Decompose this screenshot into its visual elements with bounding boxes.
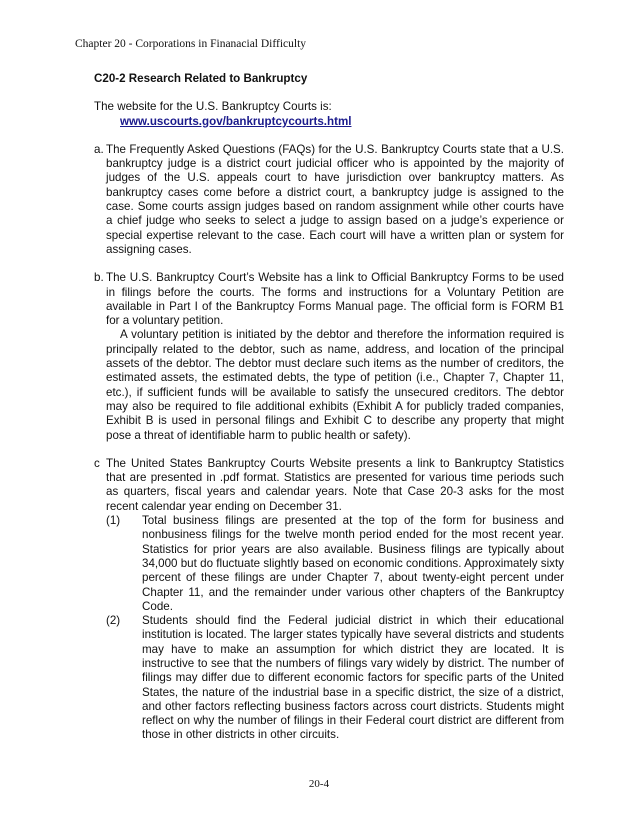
main-content (94, 72, 564, 757)
item-b-paragraph-2: A voluntary petition is initiated by the debtor and therefore the information required is principally related to the debtor, such as name, address, and location of the principal assets of the debtor. The debtor must declare such items as the number of creditors, the estimated assets, the estimated debts, the type of petition (i.e., Chapter 7, Chapter 11, etc.), if sufficient funds will be available to satisfy the unsecured creditors. The debtor may also be required to file additional exhibits (Exhibit A for publicly traded companies, Exhibit B is used in personal filings and Exhibit C to describe any property that might pose a threat of identifiable harm to public health or safety). (106, 328, 564, 442)
section-title: C20-2 Research Related to Bankruptcy (94, 72, 308, 85)
item-a-text: The Frequently Asked Questions (FAQs) for the U.S. Bankruptcy Courts state that a U.S. bankruptcy judge is a district court judicial officer who is appointed by the majority of judges of the U.S. appeals court to have jurisdiction over bankruptcy matters. As bankruptcy cases come before a district court, a bankruptcy judge is assigned to the case. Some courts assign judges based on random assignment while other courts have a chief judge who seeks to select a judge to assign based on a judge’s experience or special expertise relevant to the case. Each court will have a written plan or system for assigning cases. (106, 142, 564, 256)
item-b-label: b. (94, 271, 104, 285)
sub-item-2 (106, 614, 564, 743)
sub-item-1 (106, 514, 564, 614)
sub-item-2-label: (2) (106, 614, 121, 628)
bankruptcy-courts-link[interactable]: www.uscourts.gov/bankruptcycourts.html (120, 114, 352, 128)
intro-text: The website for the U.S. Bankruptcy Courts is: (94, 100, 332, 114)
item-a-label: a. (94, 142, 104, 156)
item-c-text: The United States Bankruptcy Courts Website presents a link to Bankruptcy Statistics that are presented in .pdf format. Statistics are presented for various time periods such as quarters, fiscal years and calendar years. Note that Case 20-3 asks for the most recent calendar year ending on December 31. (106, 456, 564, 513)
sub-item-2-text: Students should find the Federal judicial district in which their educational institution is located. The larger states typically have several districts and students may have to make an assumption for which district they are located. It is instructive to see that the numbers of filings vary widely by district. The number of filings may differ due to different economic factors for specific parts of the United States, the nature of the industrial base in a specific district, the size of a district, and other factors reflecting business factors across court districts. Students might reflect on why the number of filings in their Federal court district are different from those in other districts in other circuits. (142, 614, 564, 742)
page-number: 20-4 (308, 778, 330, 790)
sub-item-1-text: Total business filings are presented at the top of the form for business and nonbusiness filings for the twelve month period ended for the most recent year. Statistics for prior years are also available. Business filings are typically about 34,000 but do fluctuate slightly based on economic conditions. Approximately sixty percent of these filings are under Chapter 7, about twenty-eight percent under Chapter 11, and the remainder under various other chapters of the Bankruptcy Code. (142, 514, 564, 613)
running-header: Chapter 20 - Corporations in Finanacial Difficulty (75, 38, 307, 50)
item-b-paragraph-1: The U.S. Bankruptcy Court’s Website has a link to Official Bankruptcy Forms to be used in filings before the courts. The forms and instructions for a Voluntary Petition are available in Part I of the Bankruptcy Forms Manual page. The official form is FORM B1 for a voluntary petition. (106, 271, 564, 328)
item-b (94, 271, 564, 443)
item-c-label: c (94, 456, 100, 470)
item-a (94, 143, 564, 257)
sub-item-1-label: (1) (106, 514, 121, 528)
item-c (94, 457, 564, 743)
